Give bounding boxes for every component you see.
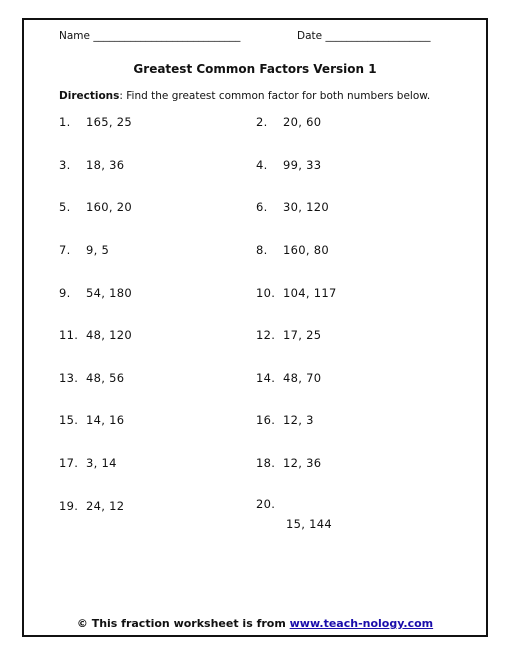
problem-item [256,328,321,342]
problem-numbers: 12, 36 [283,456,322,470]
problem-numbers: 48, 120 [86,328,132,342]
problem-numbers: 24, 12 [86,499,125,513]
problem-number: 9. [59,286,71,300]
problem-item [256,371,321,385]
problem-number: 15. [59,413,79,427]
problem-item [59,158,124,172]
problem-item [256,286,337,300]
problem-numbers: 14, 16 [86,413,125,427]
name-label: Name [59,30,90,42]
problem-item [59,456,117,470]
problem-item [256,456,321,470]
problem-item [256,497,332,531]
problem-number: 8. [256,243,268,257]
problem-number: 1. [59,115,71,129]
problem-number: 5. [59,200,71,214]
problem-item [256,413,314,427]
problem-number: 19. [59,499,79,513]
problem-number: 20. [256,497,276,511]
problem-number: 13. [59,371,79,385]
problem-numbers: 48, 56 [86,371,125,385]
problem-number: 4. [256,158,268,172]
problem-item [59,413,124,427]
date-label: Date [297,30,323,42]
directions-text: : Find the greatest common factor for both numbers below. [119,90,431,102]
problem-item [59,243,109,257]
problem-item [59,371,124,385]
problem-numbers: 18, 36 [86,158,125,172]
problem-numbers: 3, 14 [86,456,117,470]
problem-number: 16. [256,413,276,427]
problem-numbers: 54, 180 [86,286,132,300]
problem-item [59,200,132,214]
problem-item [256,243,329,257]
problem-numbers: 99, 33 [283,158,322,172]
problem-number: 14. [256,371,276,385]
problem-item [59,286,132,300]
problem-numbers: 12, 3 [283,413,314,427]
problem-number: 6. [256,200,268,214]
date-blank: ____________________ [325,30,431,42]
problem-number: 7. [59,243,71,257]
problem-item [256,115,321,129]
problem-numbers: 9, 5 [86,243,110,257]
problem-number: 2. [256,115,268,129]
problem-numbers: 104, 117 [283,286,337,300]
problem-number: 3. [59,158,71,172]
problem-numbers: 15, 144 [286,517,332,531]
problem-number: 18. [256,456,276,470]
date-line [297,30,430,42]
problem-numbers: 160, 80 [283,243,329,257]
problem-item [256,200,329,214]
footer-link[interactable]: www.teach-nology.com [289,617,434,630]
problem-item [59,499,124,513]
problem-numbers: 20, 60 [283,115,322,129]
problem-numbers: 17, 25 [283,328,322,342]
name-line [59,30,240,42]
problem-number: 12. [256,328,276,342]
problem-numbers: 160, 20 [86,200,132,214]
name-blank: ____________________________ [93,30,241,42]
problem-item [256,158,321,172]
directions [59,90,430,102]
footer-credit [0,617,510,630]
problem-number: 17. [59,456,79,470]
problem-number: 11. [59,328,79,342]
problem-numbers: 48, 70 [283,371,322,385]
problem-numbers: 165, 25 [86,115,132,129]
problem-item [59,328,132,342]
problem-item [59,115,132,129]
directions-label: Directions [59,90,120,102]
problem-number: 10. [256,286,276,300]
worksheet-title: Greatest Common Factors Version 1 [133,62,377,76]
footer-text: © This fraction worksheet is from [76,617,290,630]
problem-numbers: 30, 120 [283,200,329,214]
